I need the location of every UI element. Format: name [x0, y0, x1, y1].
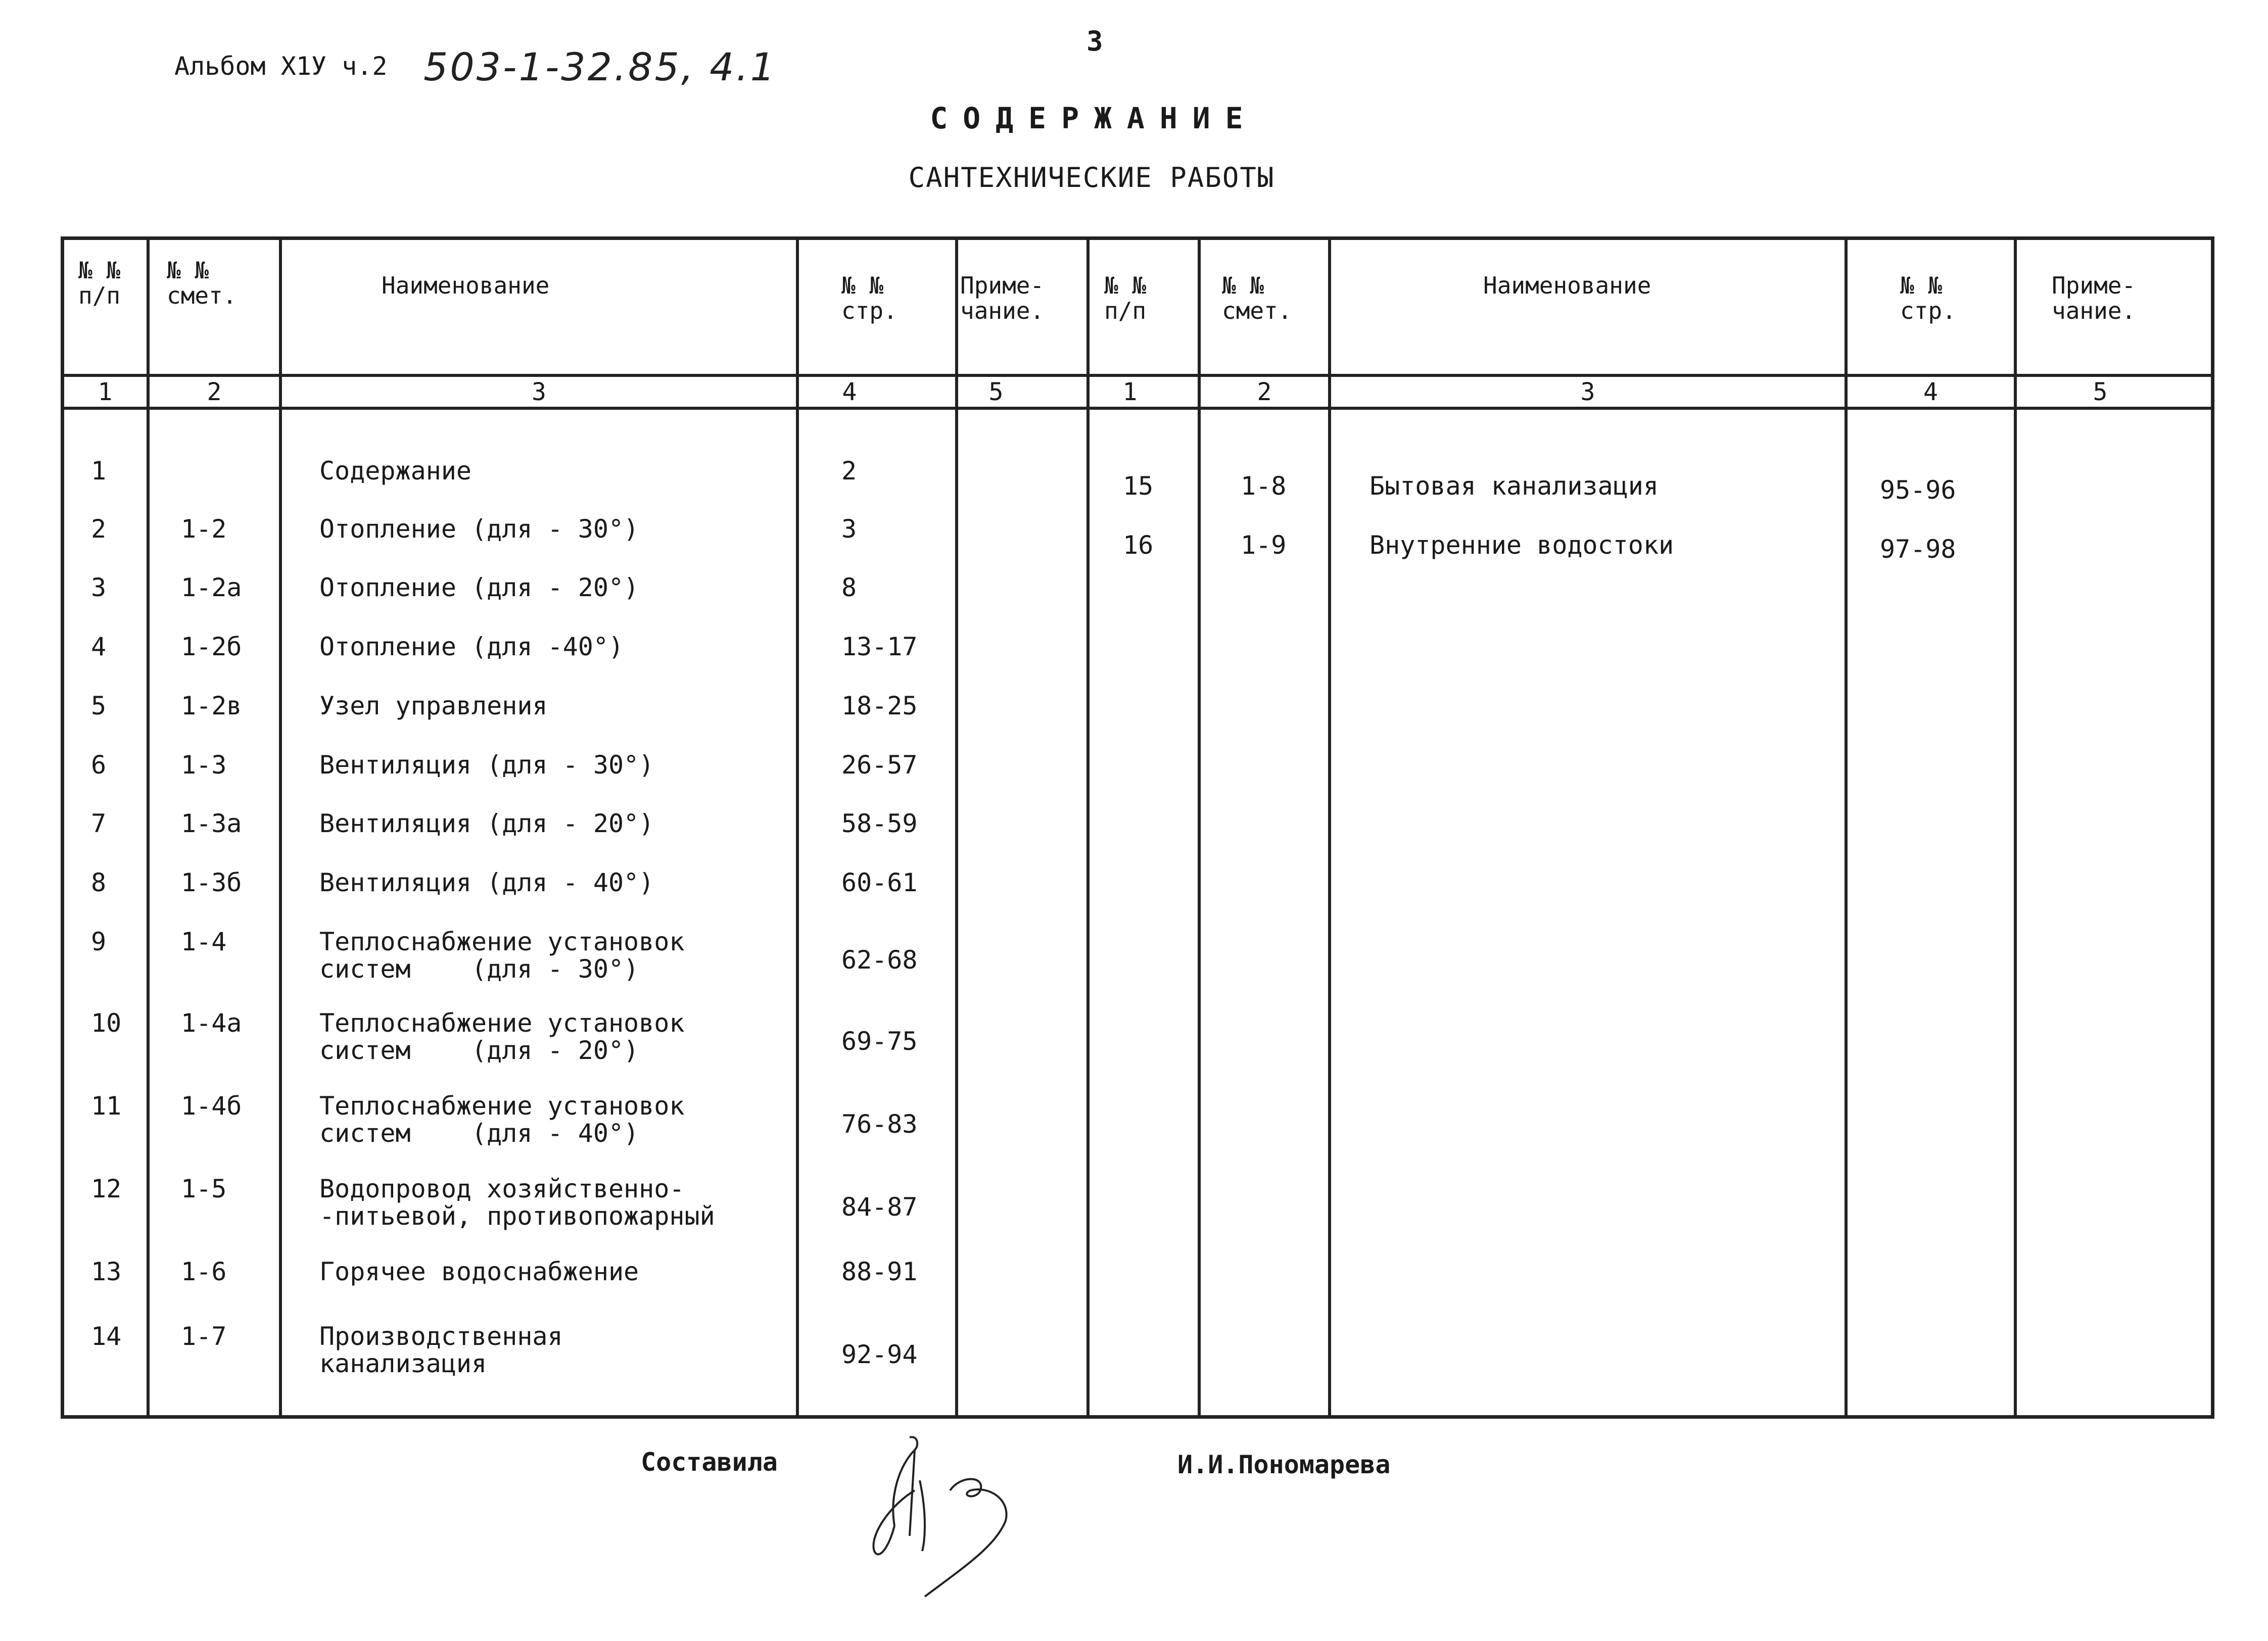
column-number: 3	[1580, 378, 1595, 406]
header-page: № № стр.	[841, 272, 897, 324]
row-page: 95-96	[1880, 475, 1956, 505]
row-page: 58-59	[841, 809, 918, 838]
header-num: № № п/п	[78, 257, 121, 309]
row-page: 92-94	[841, 1340, 918, 1369]
page-title: СОДЕРЖАНИЕ	[930, 101, 1258, 135]
page-subtitle: САНТЕХНИЧЕСКИЕ РАБОТЫ	[908, 162, 1275, 194]
column-number: 2	[1257, 378, 1272, 406]
column-number: 5	[988, 378, 1004, 406]
row-name: Отопление (для -40°)	[319, 632, 624, 661]
grid-line	[796, 236, 799, 1419]
row-estimate: 1-9	[1241, 530, 1287, 560]
row-page: 18-25	[841, 691, 918, 720]
row-name: Вентиляция (для - 40°)	[319, 868, 654, 897]
grid-line	[1198, 236, 1201, 1419]
row-page: 13-17	[841, 632, 918, 661]
row-name: Теплоснабжение установок систем (для - 40°)	[319, 1091, 685, 1148]
row-page: 3	[841, 514, 857, 544]
row-estimate: 1-2	[181, 514, 227, 544]
row-estimate: 1-3б	[181, 868, 242, 897]
row-estimate: 1-4а	[181, 1008, 242, 1038]
row-estimate: 1-4б	[181, 1091, 242, 1121]
row-page: 84-87	[841, 1192, 918, 1222]
row-number: 6	[91, 750, 107, 780]
row-estimate: 1-4	[181, 927, 227, 956]
row-name: Узел управления	[319, 691, 548, 720]
grid-line	[1086, 236, 1090, 1419]
row-page: 97-98	[1880, 535, 1956, 564]
row-page: 26-57	[841, 750, 918, 780]
row-number: 13	[91, 1257, 122, 1286]
grid-line	[955, 236, 958, 1419]
row-name: Водопровод хозяйственно- -питьевой, противопожарный	[319, 1174, 715, 1231]
header-num-right: № № п/п	[1104, 272, 1147, 324]
row-name: Производственная канализация	[319, 1322, 563, 1378]
compiled-by-label: Составила	[641, 1447, 778, 1477]
header-note: Приме- чание.	[960, 272, 1045, 324]
row-number: 11	[91, 1091, 122, 1121]
row-number: 12	[91, 1174, 122, 1203]
header-note-right: Приме- чание.	[2052, 272, 2136, 324]
grid-line	[1328, 236, 1331, 1419]
grid-line	[279, 236, 282, 1419]
row-number: 16	[1123, 530, 1154, 560]
row-page: 76-83	[841, 1109, 918, 1139]
signature	[859, 1415, 1071, 1607]
row-number: 8	[91, 868, 107, 897]
grid-line	[61, 374, 2214, 377]
header-estimate: № № смет.	[167, 257, 237, 309]
grid-line	[2014, 236, 2017, 1419]
row-name: Отопление (для - 30°)	[319, 514, 639, 544]
grid-line	[61, 407, 2214, 410]
row-page: 60-61	[841, 868, 918, 897]
row-number: 2	[91, 514, 107, 544]
column-number: 1	[98, 378, 113, 406]
album-label: Альбом Х1У ч.2	[174, 52, 388, 81]
row-page: 2	[841, 456, 857, 486]
column-number: 1	[1122, 378, 1138, 406]
row-number: 3	[91, 573, 107, 602]
header-name-right: Наименование	[1483, 272, 1651, 299]
header-page-right: № № стр.	[1900, 272, 1956, 324]
column-number: 2	[207, 378, 222, 406]
compiler-name: И.И.Пономарева	[1177, 1450, 1391, 1479]
row-estimate: 1-6	[181, 1257, 227, 1286]
header-estimate-right: № № смет.	[1222, 272, 1292, 324]
row-name: Теплоснабжение установок систем (для - 20°)	[319, 1008, 685, 1065]
row-name: Внутренние водостоки	[1369, 530, 1674, 560]
project-code-handwritten: 503-1-32.85, 4.1	[423, 44, 777, 89]
row-estimate: 1-7	[181, 1322, 227, 1351]
column-number: 4	[842, 378, 857, 406]
row-number: 5	[91, 691, 107, 720]
row-number: 1	[91, 456, 107, 486]
row-number: 14	[91, 1322, 122, 1351]
row-estimate: 1-2б	[181, 632, 242, 661]
column-number: 5	[2093, 378, 2108, 406]
row-name: Содержание	[319, 456, 472, 486]
page-number: 3	[1086, 25, 1103, 57]
row-page: 62-68	[841, 945, 918, 975]
header-name: Наименование	[382, 272, 550, 299]
row-name: Отопление (для - 20°)	[319, 573, 639, 602]
row-name: Горячее водоснабжение	[319, 1257, 639, 1286]
row-page: 88-91	[841, 1257, 918, 1286]
row-estimate: 1-3	[181, 750, 227, 780]
row-page: 8	[841, 573, 857, 602]
row-name: Бытовая канализация	[1369, 471, 1659, 501]
column-number: 3	[532, 378, 546, 406]
row-number: 9	[91, 927, 107, 956]
row-estimate: 1-3а	[181, 809, 242, 838]
row-estimate: 1-5	[181, 1174, 227, 1203]
row-number: 7	[91, 809, 107, 838]
row-page: 69-75	[841, 1027, 918, 1056]
grid-line	[1845, 236, 1848, 1419]
row-name: Вентиляция (для - 30°)	[319, 750, 654, 780]
row-estimate: 1-8	[1241, 471, 1287, 501]
row-number: 4	[91, 632, 107, 661]
grid-line	[147, 236, 150, 1419]
row-estimate: 1-2в	[181, 691, 242, 720]
row-number: 10	[91, 1008, 122, 1038]
column-number: 4	[1923, 378, 1938, 406]
row-name: Вентиляция (для - 20°)	[319, 809, 654, 838]
row-estimate: 1-2а	[181, 573, 242, 602]
row-number: 15	[1123, 471, 1154, 501]
row-name: Теплоснабжение установок систем (для - 30°)	[319, 927, 685, 984]
